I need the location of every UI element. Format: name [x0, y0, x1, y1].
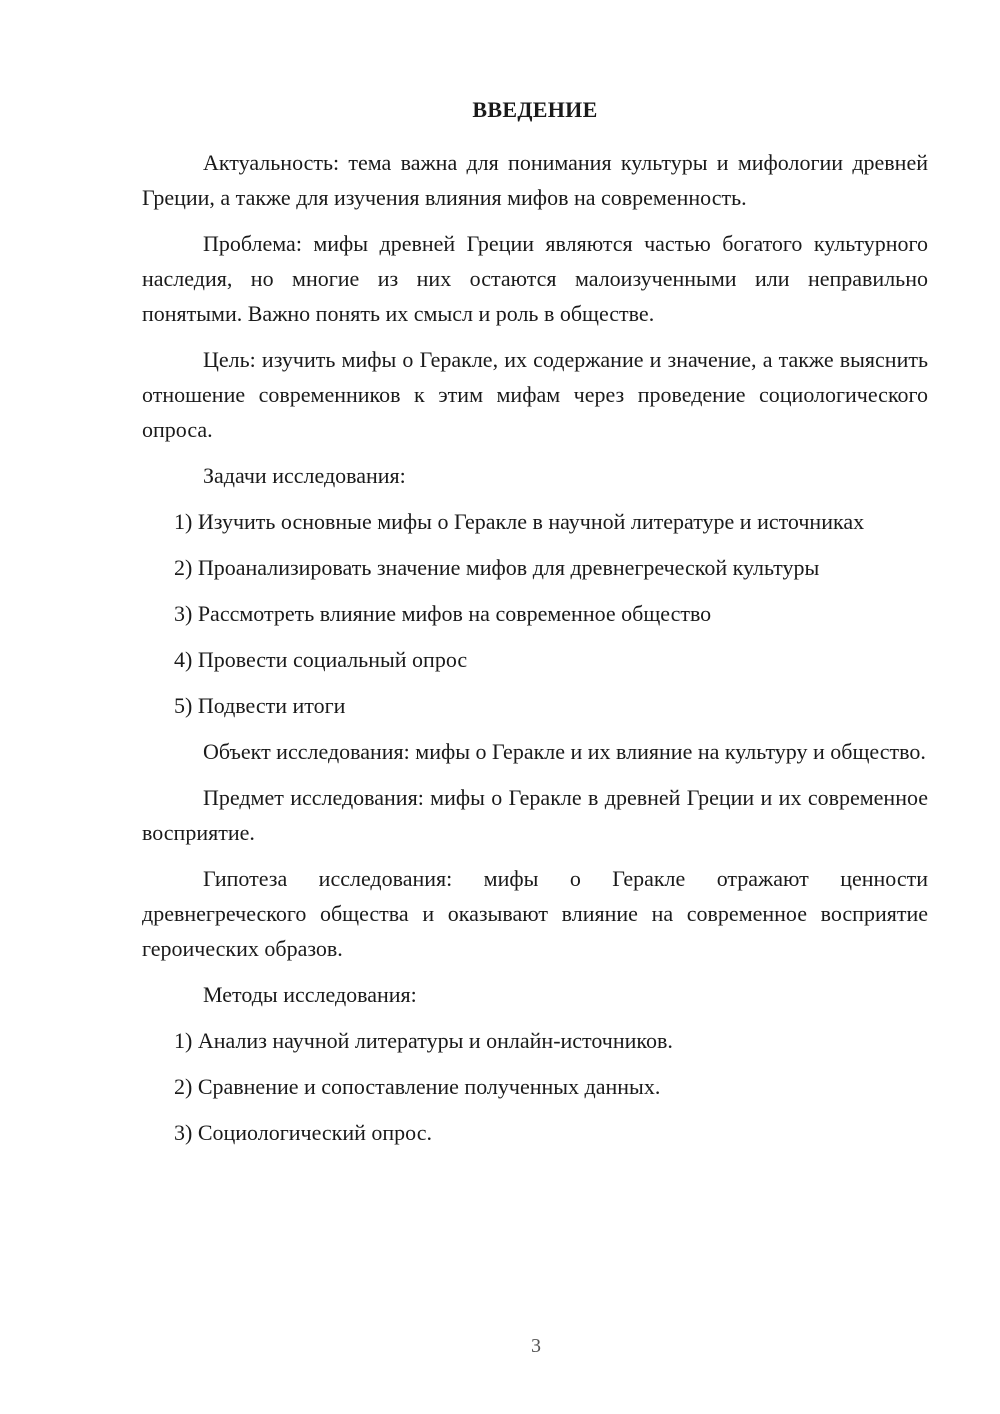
document-page — [142, 92, 928, 1161]
subject-paragraph: Предмет исследования: мифы о Геракле в древней Греции и их современное восприятие. — [142, 785, 928, 845]
tasks-heading: Задачи исследования: — [203, 463, 406, 488]
page-number: 3 — [531, 1335, 541, 1357]
object-paragraph: Объект исследования: мифы о Геракле и их влияние на культуру и общество. — [203, 739, 926, 764]
relevance-paragraph: Актуальность: тема важна для понимания культуры и мифологии древней Греции, а также для изучения влияния мифов на современность. — [142, 150, 928, 210]
task-item: 1) Изучить основные мифы о Геракле в научной литературе и источниках — [174, 509, 865, 534]
section-title: ВВЕДЕНИЕ — [472, 97, 598, 122]
problem-paragraph: Проблема: мифы древней Греции являются частью богатого культурного наследия, но многие из них остаются малоизученными или неправильно понятыми. Важно понять их смысл и роль в обществе. — [142, 231, 928, 326]
method-item: 1) Анализ научной литературы и онлайн-источников. — [174, 1028, 673, 1053]
task-item: 2) Проанализировать значение мифов для древнегреческой культуры — [174, 555, 820, 580]
method-item: 2) Сравнение и сопоставление полученных данных. — [174, 1074, 661, 1099]
goal-paragraph: Цель: изучить мифы о Геракле, их содержание и значение, а также выяснить отношение современников к этим мифам через проведение социологического опроса. — [142, 347, 928, 442]
hypothesis-paragraph: Гипотеза исследования: мифы о Геракле отражают ценности древнегреческого общества и оказывают влияние на современное восприятие героических образов. — [142, 866, 928, 961]
task-item: 5) Подвести итоги — [174, 693, 346, 718]
method-item: 3) Социологический опрос. — [174, 1120, 432, 1145]
task-item: 4) Провести социальный опрос — [174, 647, 468, 672]
task-item: 3) Рассмотреть влияние мифов на современное общество — [174, 601, 712, 626]
methods-heading: Методы исследования: — [203, 982, 417, 1007]
